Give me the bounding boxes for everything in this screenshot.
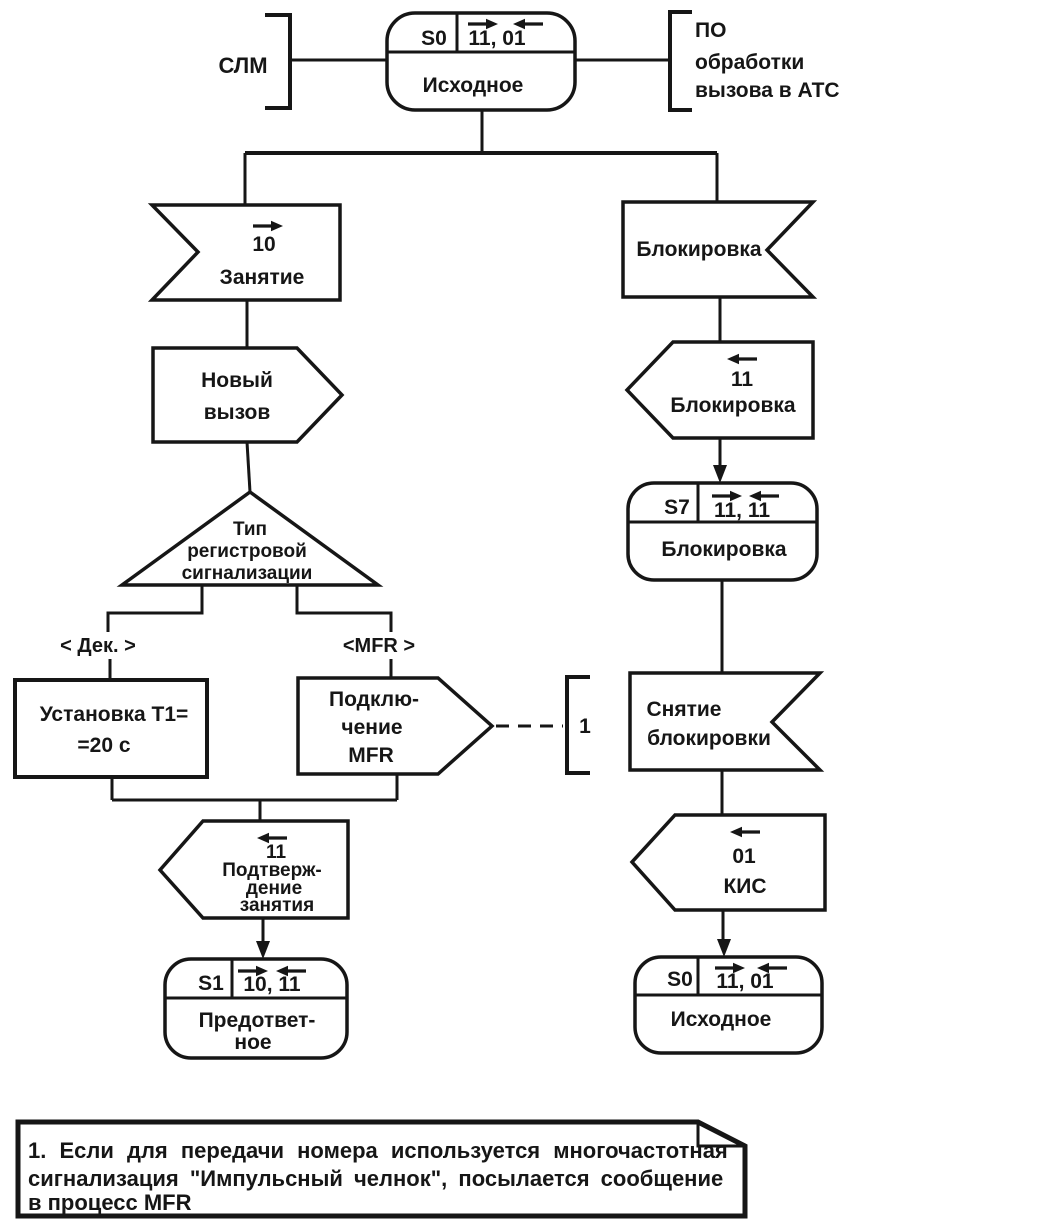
- output-label: КИС: [723, 875, 767, 898]
- decision-line1: Тип: [232, 519, 268, 540]
- output-label: Блокировка: [670, 394, 796, 417]
- branch-dec-connector: [108, 585, 202, 632]
- input-label: Занятие: [219, 266, 305, 289]
- output-line2: чение: [341, 716, 403, 739]
- state-label-line2: ное: [234, 1031, 272, 1054]
- decision-line2: регистровой: [187, 541, 307, 562]
- task-line2: =20 с: [77, 734, 131, 757]
- state-signals: 11, 01: [468, 27, 526, 50]
- output-code: 11: [265, 842, 287, 863]
- comment-ref: 1: [579, 715, 591, 738]
- left-boundary-label: СЛМ: [218, 53, 268, 78]
- note-line2: сигнализация "Импульсный челнок", посылается сообщение: [28, 1166, 724, 1191]
- output-line2: дение: [245, 878, 303, 899]
- state-id: S0: [421, 27, 447, 50]
- output-kis: [632, 815, 825, 910]
- arrowhead: [256, 941, 270, 959]
- arrowhead: [717, 939, 731, 957]
- output-line3: занятия: [239, 895, 315, 916]
- output-line1: Подклю-: [328, 688, 420, 711]
- state-label-line1: Предответ-: [198, 1009, 316, 1032]
- input-label-line1: Снятие: [646, 698, 722, 721]
- state-label: Исходное: [422, 74, 524, 97]
- output-connect-mfr: [298, 678, 492, 774]
- arrowhead: [713, 465, 727, 483]
- comment-note: [18, 1122, 745, 1216]
- right-boundary-label-line3: вызова в АТС: [695, 79, 840, 102]
- state-id: S7: [664, 496, 690, 519]
- output-code: 01: [732, 845, 756, 868]
- input-label-line2: блокировки: [647, 727, 771, 750]
- right-boundary-label-line2: обработки: [695, 51, 805, 74]
- merge-connector: [112, 774, 397, 821]
- state-signals: 11, 11: [713, 499, 771, 522]
- output-label-line2: вызов: [203, 401, 271, 424]
- note-line3: в процесс MFR: [28, 1190, 192, 1215]
- state-id: S1: [198, 972, 224, 995]
- state-label: Блокировка: [661, 538, 787, 561]
- right-boundary-label-line1: ПО: [695, 19, 727, 42]
- state-signals: 10, 11: [243, 973, 301, 996]
- branch-mfr-connector: [297, 585, 391, 632]
- input-label: Блокировка: [636, 238, 762, 261]
- output-new-call: [153, 348, 342, 442]
- state-id: S0: [667, 968, 693, 991]
- left-boundary-bracket: [265, 15, 290, 108]
- input-seize: [152, 205, 340, 300]
- output-line1: Подтверж-: [222, 860, 322, 881]
- state-s0-top: [387, 13, 575, 110]
- state-signals: 11, 01: [716, 970, 774, 993]
- output-code: 11: [730, 368, 754, 391]
- state-s7: [628, 483, 817, 580]
- connector: [247, 442, 250, 492]
- output-label-line1: Новый: [201, 369, 273, 392]
- right-boundary-bracket: [670, 12, 692, 110]
- note-line1: 1. Если для передачи номера используется многочастотная: [28, 1138, 728, 1163]
- state-s1: [165, 959, 347, 1058]
- branch-dec-label: < Дек. >: [60, 635, 136, 657]
- state-label: Исходное: [670, 1008, 772, 1031]
- output-line3: MFR: [348, 744, 394, 767]
- decision-line3: сигнализации: [181, 563, 313, 584]
- decision-signalling-type: [122, 492, 378, 585]
- output-blocking: [627, 342, 813, 438]
- task-set-timer: [15, 680, 207, 777]
- input-code: 10: [252, 233, 276, 256]
- task-line1: Установка Т1=: [39, 703, 189, 726]
- output-seize-ack: [160, 821, 348, 918]
- state-s0-bottom: [635, 957, 822, 1053]
- branch-mfr-label: <MFR >: [342, 635, 416, 657]
- input-blocking: [623, 202, 813, 297]
- input-unblocking: [630, 673, 820, 770]
